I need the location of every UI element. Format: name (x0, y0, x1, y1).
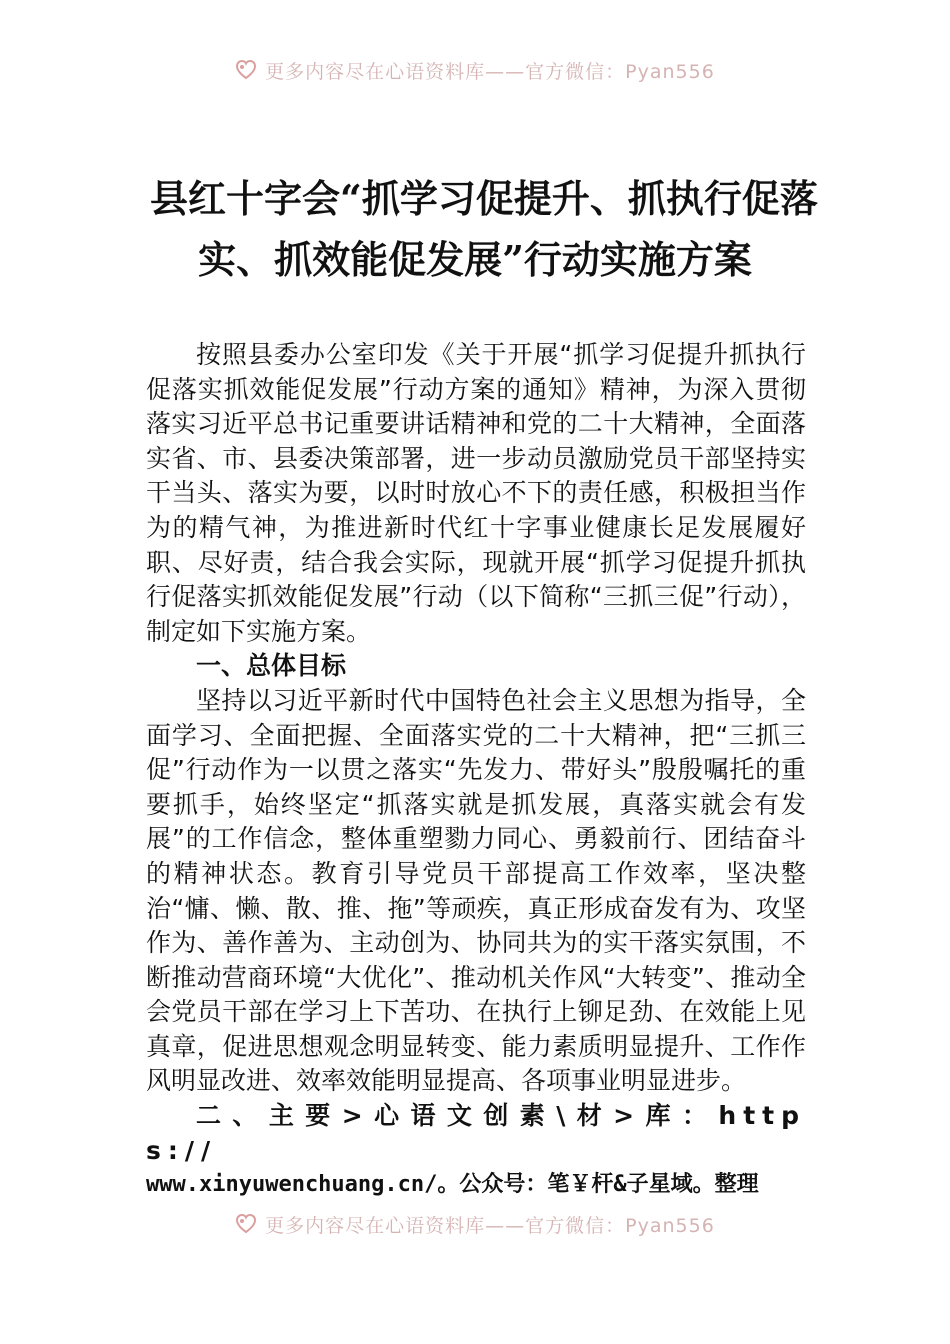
title-line-1: 县红十字会“抓学习促提升、抓执行促落 (150, 176, 818, 221)
document-body (146, 338, 806, 1203)
title-line-2: 实、抓效能促发展”行动实施方案 (198, 237, 752, 282)
paragraph-goals: 坚持以习近平新时代中国特色社会主义思想为指导，全面学习、全面把握、全面落实党的二十大精神，把“三抓三促”行动作为一以贯之落实“先发力、带好头”殷殷嘱托的重要抓手，始终坚定“抓落实就是抓发展，真落实就会有发展”的工作信念，整体重塑勠力同心、勇毅前行、团结奋斗的精神状态。教育引导党员干部提高工作效率，坚决整治“慵、懒、散、推、拖”等顽疾，真正形成奋发有为、攻坚作为、善作善为、主动创为、协同共为的实干落实氛围，不断推动营商环境“大优化”、推动机关作风“大转变”、推动全会党员干部在学习上下苦功、在执行上铆足劲、在效能上见真章，促进思想观念明显转变、能力素质明显提升、工作作风明显改进、效率效能明显提高、各项事业明显进步。 (146, 685, 806, 1096)
document-title (150, 168, 818, 290)
section-heading-1: 一、总体目标 (196, 651, 347, 681)
watermark-text: 更多内容尽在心语资料库——官方微信：Pyan556 (265, 1214, 715, 1237)
watermark-header (0, 50, 950, 90)
section-heading-2 (146, 1099, 806, 1168)
heart-logo-icon (235, 1213, 257, 1235)
watermark-footer (0, 1204, 950, 1244)
watermark-text: 更多内容尽在心语资料库——官方微信：Pyan556 (265, 60, 715, 83)
heart-logo-icon (235, 59, 257, 81)
section-heading-2-text: 二、主要>心语文创素\材>库：https:// (146, 1101, 806, 1165)
paragraph-intro: 按照县委办公室印发《关于开展“抓学习促提升抓执行促落实抓效能促发展”行动方案的通知》精神，为深入贯彻落实习近平总书记重要讲话精神和党的二十大精神，全面落实省、市、县委决策部署，进一步动员激励党员干部坚持实干当头、落实为要，以时时放心不下的责任感，积极担当作为的精气神，为推进新时代红十字事业健康长足发展履好职、尽好责，结合我会实际，现就开展“抓学习促提升抓执行促落实抓效能促发展”行动（以下简称“三抓三促”行动），制定如下实施方案。 (146, 340, 806, 646)
section-heading-2-continued: www.xinyuwenchuang.cn/。公众号：笔￥杆&子星域。整理 (146, 1172, 759, 1198)
